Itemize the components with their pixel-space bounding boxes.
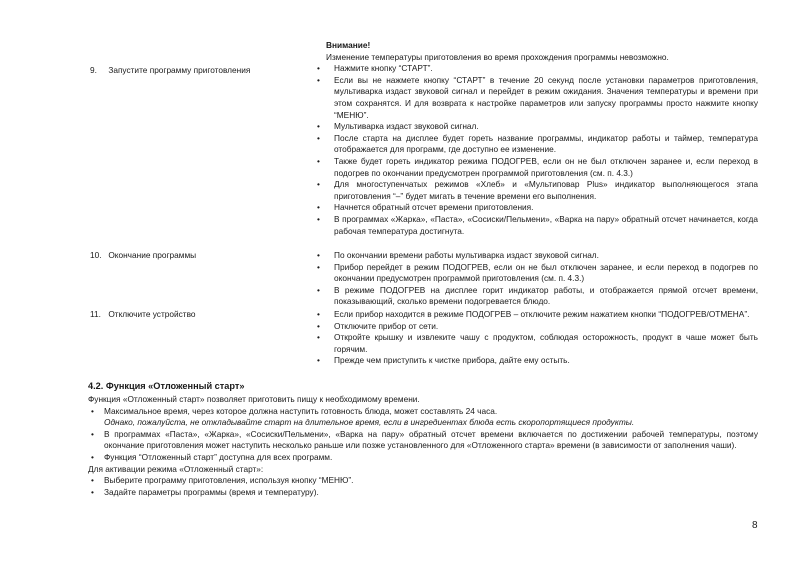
- list-item: • После старта на дисплее будет гореть название программы, индикатор работы и таймер, температура отображается для программ, где доступно ее изменение.: [326, 133, 758, 156]
- step-9-content: [326, 40, 758, 237]
- warning-title: Внимание!: [326, 40, 371, 50]
- list-item: • Если вы не нажмете кнопку “СТАРТ” в течение 20 секунд после установки параметров приготовления, мультиварка издаст звуковой сигнал и перейдет в режим ожидания. Значения температуры и времени при этом сохранятся. И для возврата к настройке параметров или запуску программы просто нажмите кнопку “МЕНЮ”.: [326, 75, 758, 121]
- page-number: 8: [752, 520, 758, 531]
- list-item: • Задайте параметры программы (время и температуру).: [88, 487, 758, 499]
- list-item: • В программах «Жарка», «Паста», «Сосиски/Пельмени», «Варка на пару» обратный отсчет начинается, когда рабочая температура достигнута.: [326, 214, 758, 237]
- step-10-content: [326, 250, 758, 308]
- delayed-start-section: [88, 380, 758, 498]
- step-10-bullets: [326, 250, 758, 308]
- step-11-bullets: [326, 309, 758, 367]
- list-item: • Функция “Отложенный старт” доступна для всех программ.: [88, 452, 758, 464]
- list-item: • Отключите прибор от сети.: [326, 321, 758, 333]
- warning-text: Изменение температуры приготовления во время прохождения программы невозможно.: [326, 51, 669, 62]
- italic-note: Однако, пожалуйста, не откладывайте старт на длительное время, если в ингредиентах блюда есть скоропортящиеся продукты.: [104, 417, 635, 428]
- step-10-label: 10. Окончание программы: [90, 250, 197, 260]
- list-item: • Прежде чем приступить к чистке прибора, дайте ему остыть.: [326, 355, 758, 367]
- list-item: • Откройте крышку и извлеките чашу с продуктом, соблюдая осторожность, продукт в чаше может быть горячим.: [326, 332, 758, 355]
- step-11-content: [326, 309, 758, 367]
- list-item: • Нажмите кнопку “СТАРТ”.: [326, 63, 758, 75]
- list-item: • В программах «Паста», «Жарка», «Сосиски/Пельмени», «Варка на пару» обратный отсчет времени включается по достижении рабочей температуры, поэтому окончание приготовления может наступить несколько раньше или позже установленного для «Отложенного старта» времени (в зависимости от заполнения чаши).: [88, 429, 758, 452]
- list-item: • Если прибор находится в режиме ПОДОГРЕВ – отключите режим нажатием кнопки “ПОДОГРЕВ/ОТМЕНА”.: [326, 309, 758, 321]
- list-item: • По окончании времени работы мультиварка издаст звуковой сигнал.: [326, 250, 758, 262]
- activation-text: Для активации режима «Отложенный старт»:: [88, 463, 264, 474]
- section-bullets-b: [88, 475, 758, 498]
- section-bullets-a: [88, 406, 758, 464]
- section-heading: 4.2. Функция «Отложенный старт»: [88, 381, 245, 391]
- list-item: • Прибор перейдет в режим ПОДОГРЕВ, если он не был отключен заранее, и если переход в подогрев по окончании предусмотрен программой приготовления (см. п. 4.3.): [326, 262, 758, 285]
- list-item: • В режиме ПОДОГРЕВ на дисплее горит индикатор работы, и отображается прямой отсчет времени, показывающий, сколько времени подогревается блюдо.: [326, 285, 758, 308]
- step-9-label: 9. Запустите программу приготовления: [90, 65, 251, 75]
- section-intro: Функция «Отложенный старт» позволяет приготовить пищу к необходимому времени.: [88, 394, 420, 404]
- step-9-bullets: [326, 63, 758, 237]
- list-item: • Для многоступенчатых режимов «Хлеб» и «Мультиповар Plus» индикатор выполняющегося этапа приготовления “–” будет мигать в течение времени его выполнения.: [326, 179, 758, 202]
- step-11-label: 11. Отключите устройство: [90, 309, 196, 319]
- list-item: • Мультиварка издаст звуковой сигнал.: [326, 121, 758, 133]
- list-item: • Также будет гореть индикатор режима ПОДОГРЕВ, если он не был отключен заранее и, если переход в подогрев по окончании предусмотрен программой приготовления (см. п. 4.3.): [326, 156, 758, 179]
- list-item: • Максимальное время, через которое должна наступить готовность блюда, может составлять 24 часа. Однако, пожалуйста, не откладывайте старт на длительное время, если в ингредиентах блюда есть скоропортящиеся продукты.: [88, 406, 758, 429]
- list-item: • Начнется обратный отсчет времени приготовления.: [326, 202, 758, 214]
- list-item: • Выберите программу приготовления, используя кнопку “МЕНЮ”.: [88, 475, 758, 487]
